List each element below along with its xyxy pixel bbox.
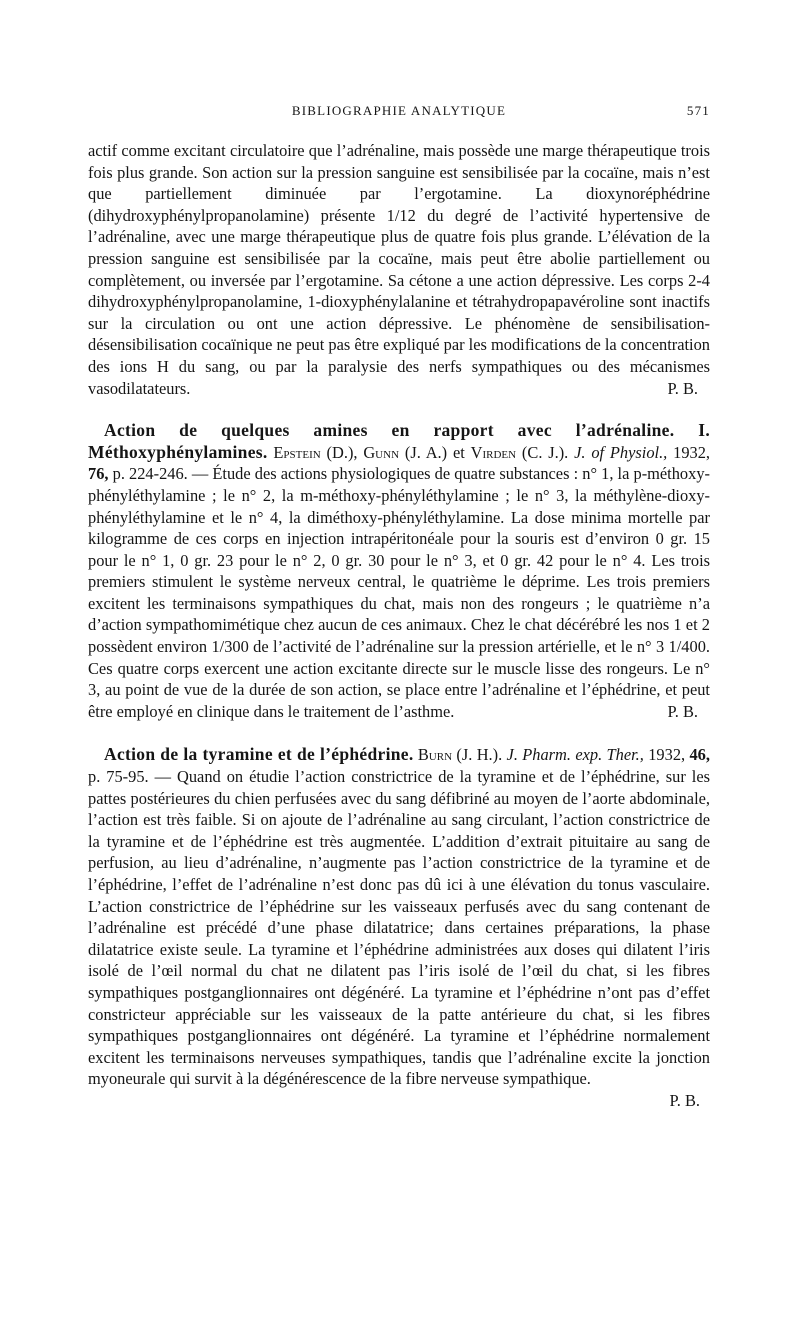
author-initials: (D.), xyxy=(326,442,358,462)
author-name: Burn xyxy=(417,745,453,765)
author-initials: (C. J.). xyxy=(521,442,569,462)
author-initials: (J. H.). xyxy=(456,745,503,765)
journal-pages: p. 75-95. — xyxy=(88,767,172,787)
journal-pages: p. 224-246. — xyxy=(112,464,209,484)
article-signature: P. B. xyxy=(667,378,698,398)
article-entry xyxy=(88,744,710,1090)
article-signature: P. B. xyxy=(667,701,698,721)
journal-volume: 46, xyxy=(689,745,710,765)
running-title: BIBLIOGRAPHIE ANALYTIQUE xyxy=(291,103,507,118)
author-initials: (J. A.) et xyxy=(404,442,465,462)
journal-year: 1932, xyxy=(673,442,711,462)
page-header xyxy=(88,103,710,123)
article-entry xyxy=(88,420,710,722)
journal-name: J. of Physiol., xyxy=(574,442,668,462)
journal-year: 1932, xyxy=(648,745,686,765)
article-signature: P. B. xyxy=(669,1090,700,1110)
page-body xyxy=(88,140,710,1112)
journal-name: J. Pharm. exp. Ther., xyxy=(506,745,644,765)
article-body: actif comme excitant circulatoire que l’adrénaline, mais possède une marge thérapeutique trois fois plus grande. Son action sur la pression sanguine est sensibilisée par la cocaïne, mais n’est que partiellement diminuée par l’ergotamine. La dioxynoréphédrine (dihydroxyphénylpropanolamine) présente 1/12 du degré de l’activité hypertensive de l’adrénaline, avec une marge thérapeutique plus de quatre fois plus grande. L’élévation de la pression sanguine est sensibilisée par la cocaïne, mais peut être abolie partiellement ou complètement, ou inversée par l’ergotamine. Sa cétone a une action dépressive. Les corps 2-4 dihydroxyphénylpropanolamine, 1-dioxyphénylalanine et tétrahydropapavéroline sont inactifs sur la circulation ou ont une action dépressive. Le phénomène de sensibilisation-désensibilisation cocaïnique ne peut pas être expliqué par les modifications de la concentration des ions H du sang, ou par la paralysie des nerfs sympathiques ou des mécanismes vasodilatateurs. xyxy=(88,141,710,398)
author-name: Epstein xyxy=(273,442,321,462)
author-name: Virden xyxy=(470,442,517,462)
journal-volume: 76, xyxy=(88,464,109,484)
article-continued-text xyxy=(88,140,710,399)
article-title: Action de la tyramine et de l’éphédrine. xyxy=(104,744,414,765)
article-body: Quand on étudie l’action constrictrice de la tyramine et de l’éphédrine, sur les pattes postérieures du chien perfusées avec du sang défibriné au moyen de l’aorte abdominale, l’action est très faible. Si on ajoute de l’adrénaline au sang circulant, l’action constrictrice de la tyramine et de l’éphédrine est très augmentée. L’addition d’extrait pituitaire au sang de perfusion, au lieu d’adrénaline, n’augmente pas l’action constrictrice de la tyramine et de l’éphédrine, l’effet de l’adrénaline n’est donc pas dû ici à une élévation du tonus vasculaire. L’action constrictrice de l’éphédrine sur les vaisseaux perfusés avec du sang contenant de l’adrénaline est précédé d’une phase dilatatrice; dans certaines préparations, la phase dilatatrice existe seule. La tyramine et l’éphédrine administrées aux doses qui dilatent l’iris isolé de l’œil normal du chat ne dilatent pas l’iris isolé de l’œil du chat, si les fibres sympathiques postganglionnaires ont dégénéré. La tyramine et l’éphédrine n’ont pas d’effet constricteur appréciable sur les vaisseaux de la patte antérieure du chat, si les fibres sympathiques postganglionnaires ont dégénéré. La tyramine et l’éphédrine normalement excitent les terminaisons nerveuses sympathiques, tandis que l’adrénaline excite la jonction myoneurale qui survit à la dégénérescence de la fibre nerveuse sympathique. xyxy=(88,767,710,1089)
author-name: Gunn xyxy=(363,442,400,462)
article-body: Étude des actions physiologiques de quatre substances : n° 1, la p-méthoxy-phényléthylamine ; le n° 2, la m-méthoxy-phényléthylamine ; le n° 3, la méthylène-dioxy-phényléthylamine et le n° 4, la diméthoxy-phényléthylamine. La dose minima mortelle par kilogramme de ces corps en injection intrapéritonéale pour la souris est d’environ 0 gr. 15 pour le n° 1, 0 gr. 23 pour le n° 2, 0 gr. 30 pour le n° 3, et 0 gr. 42 pour le n° 4. Les trois premiers stimulent le système nerveux central, le quatrième le déprime. Les trois premiers excitent les terminaisons sympathiques du chat, mais non des rongeurs ; le quatrième n’a d’action sympathomimétique chez aucun de ces animaux. Chez le chat décérébré les nos 1 et 2 possèdent environ 1/300 de l’activité de l’adrénaline sur la pression artérielle, et le n° 3 1/400. Ces quatre corps exercent une action excitante directe sur le muscle lisse des rongeurs. Le n° 3, au point de vue de la durée de son action, se place entre l’adrénaline et l’éphédrine, et peut être employé en clinique dans le traitement de l’asthme. xyxy=(88,464,710,721)
article-title: Action de quelques amines en rapport avec l’adrénaline. I. Méthoxyphénylamines. xyxy=(88,420,710,462)
page-number: 571 xyxy=(686,103,710,118)
